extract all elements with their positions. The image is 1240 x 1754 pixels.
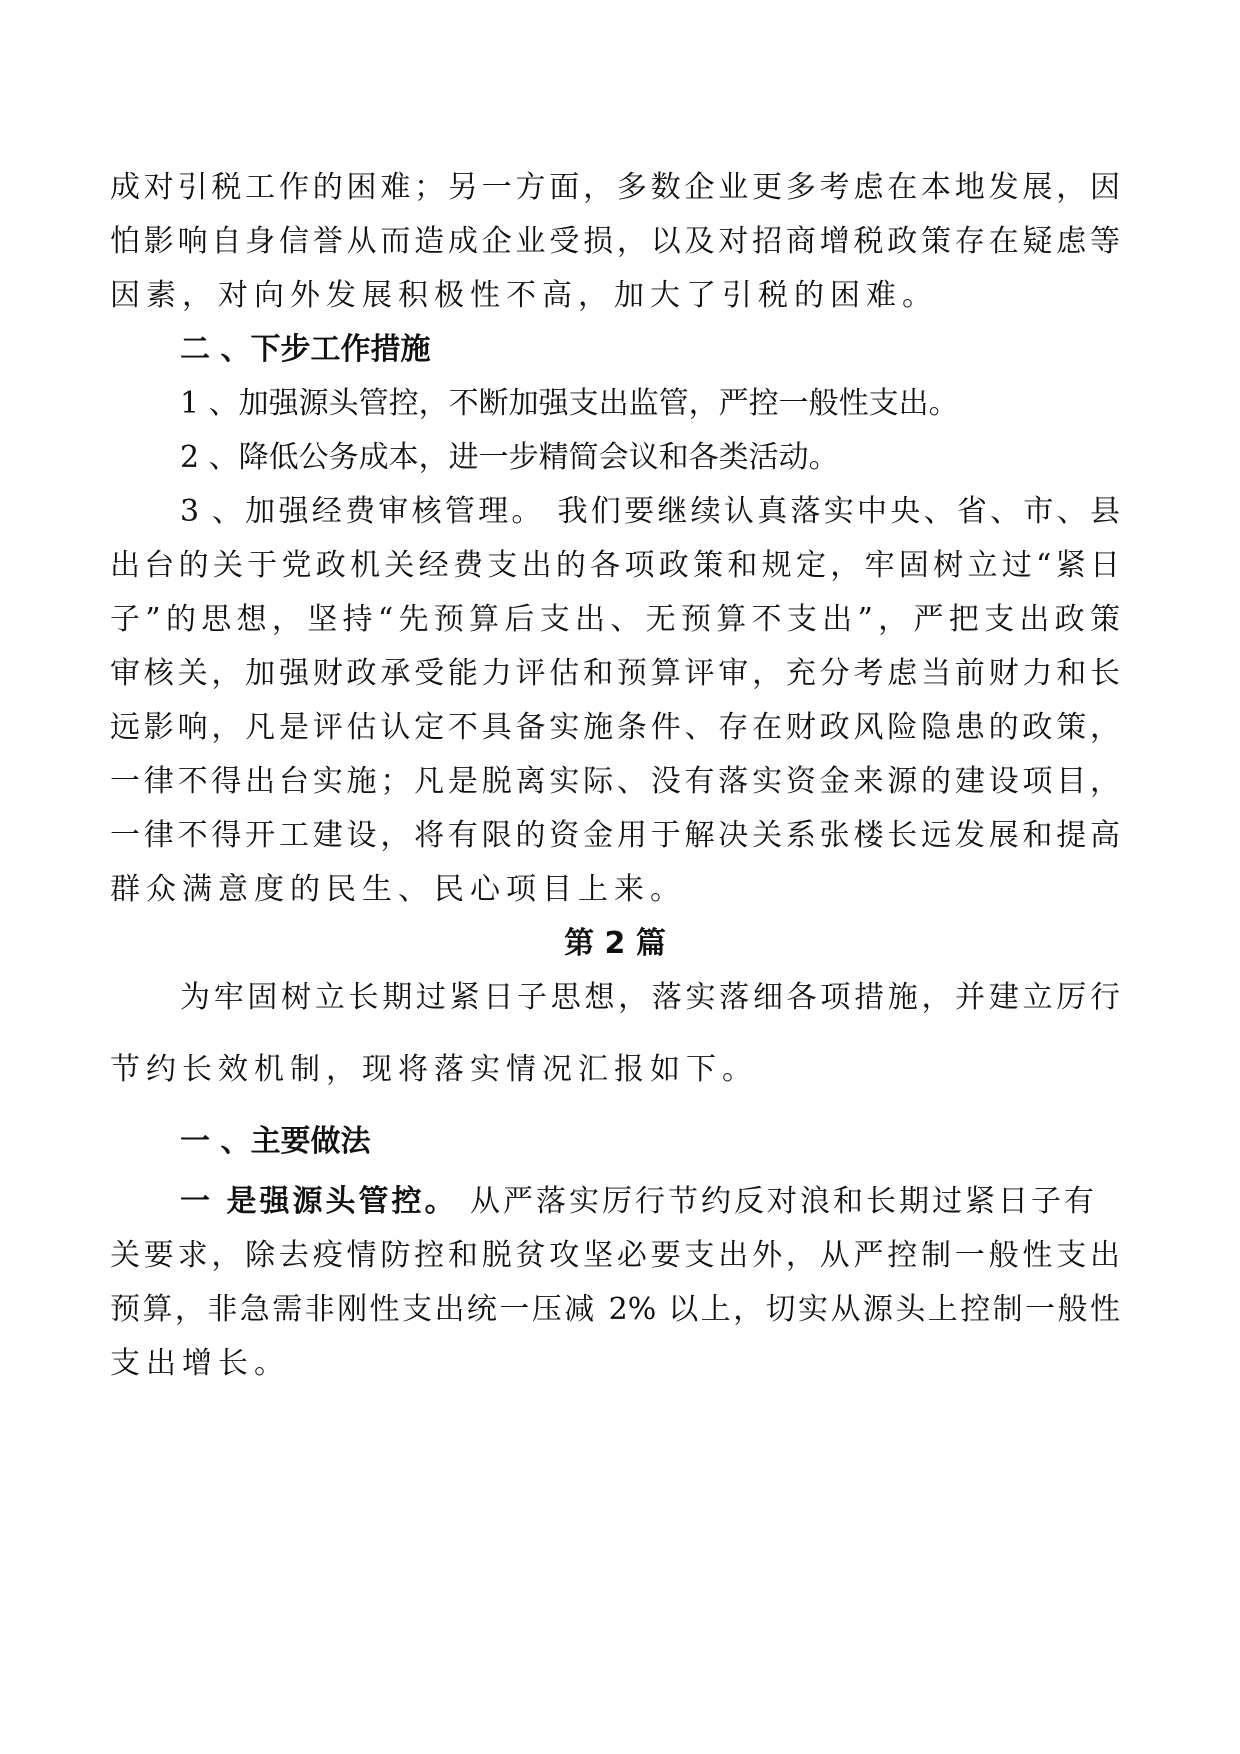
paragraph-line: 一律不得开工建设，将有限的资金用于解决关系张楼长远发展和提高: [110, 818, 1120, 853]
section-heading: 一 、主要做法: [180, 1124, 371, 1159]
paragraph-line: 一律不得出台实施；凡是脱离实际、没有落实资金来源的建设项目，: [110, 764, 1120, 799]
paragraph-line: 出台的关于党政机关经费支出的各项政策和规定，牢固树立过“紧日: [110, 548, 1120, 583]
paragraph-line: 因素，对向外发展积极性不高，加大了引税的困难。: [110, 278, 938, 313]
list-item: 2 、降低公务成本，进一步精简会议和各类活动。: [180, 440, 839, 475]
list-item: 3 、加强经费审核管理。 我们要继续认真落实中央、省、市、县: [180, 494, 1120, 529]
paragraph-line: 子”的思想，坚持“先预算后支出、无预算不支出”，严把支出政策: [110, 602, 1120, 637]
paragraph-line: 关要求，除去疫情防控和脱贫攻坚必要支出外，从严控制一般性支出: [110, 1238, 1120, 1273]
bold-lead: 一 是强源头管控。: [180, 1184, 458, 1219]
paragraph-line: 为牢固树立长期过紧日子思想，落实落细各项措施，并建立厉行: [180, 980, 1120, 1015]
paragraph-line: 预算，非急需非刚性支出统一压减 2% 以上，切实从源头上控制一般性: [110, 1292, 1120, 1327]
article-title: 第 2 篇: [564, 926, 666, 961]
paragraph-line: 节约长效机制，现将落实情况汇报如下。: [110, 1052, 758, 1087]
paragraph-line: 成对引税工作的困难；另一方面，多数企业更多考虑在本地发展，因: [110, 170, 1120, 205]
paragraph-line: 怕影响自身信誉从而造成企业受损，以及对招商增税政策存在疑虑等: [110, 224, 1120, 259]
paragraph-line: 支出增长。: [110, 1346, 290, 1381]
list-item: 1 、加强源头管控，不断加强支出监管，严控一般性支出。: [180, 386, 959, 421]
paragraph-line: 群众满意度的民生、民心项目上来。: [110, 872, 686, 907]
paragraph-line: 审核关，加强财政承受能力评估和预算评审，充分考虑当前财力和长: [110, 656, 1120, 691]
paragraph-line: 远影响，凡是评估认定不具备实施条件、存在财政风险隐患的政策，: [110, 710, 1120, 745]
paragraph-line: [180, 1182, 1120, 1222]
paragraph-text: 从严落实厉行节约反对浪和长期过紧日子有: [457, 1184, 1097, 1219]
section-heading: 二 、下步工作措施: [180, 332, 431, 367]
